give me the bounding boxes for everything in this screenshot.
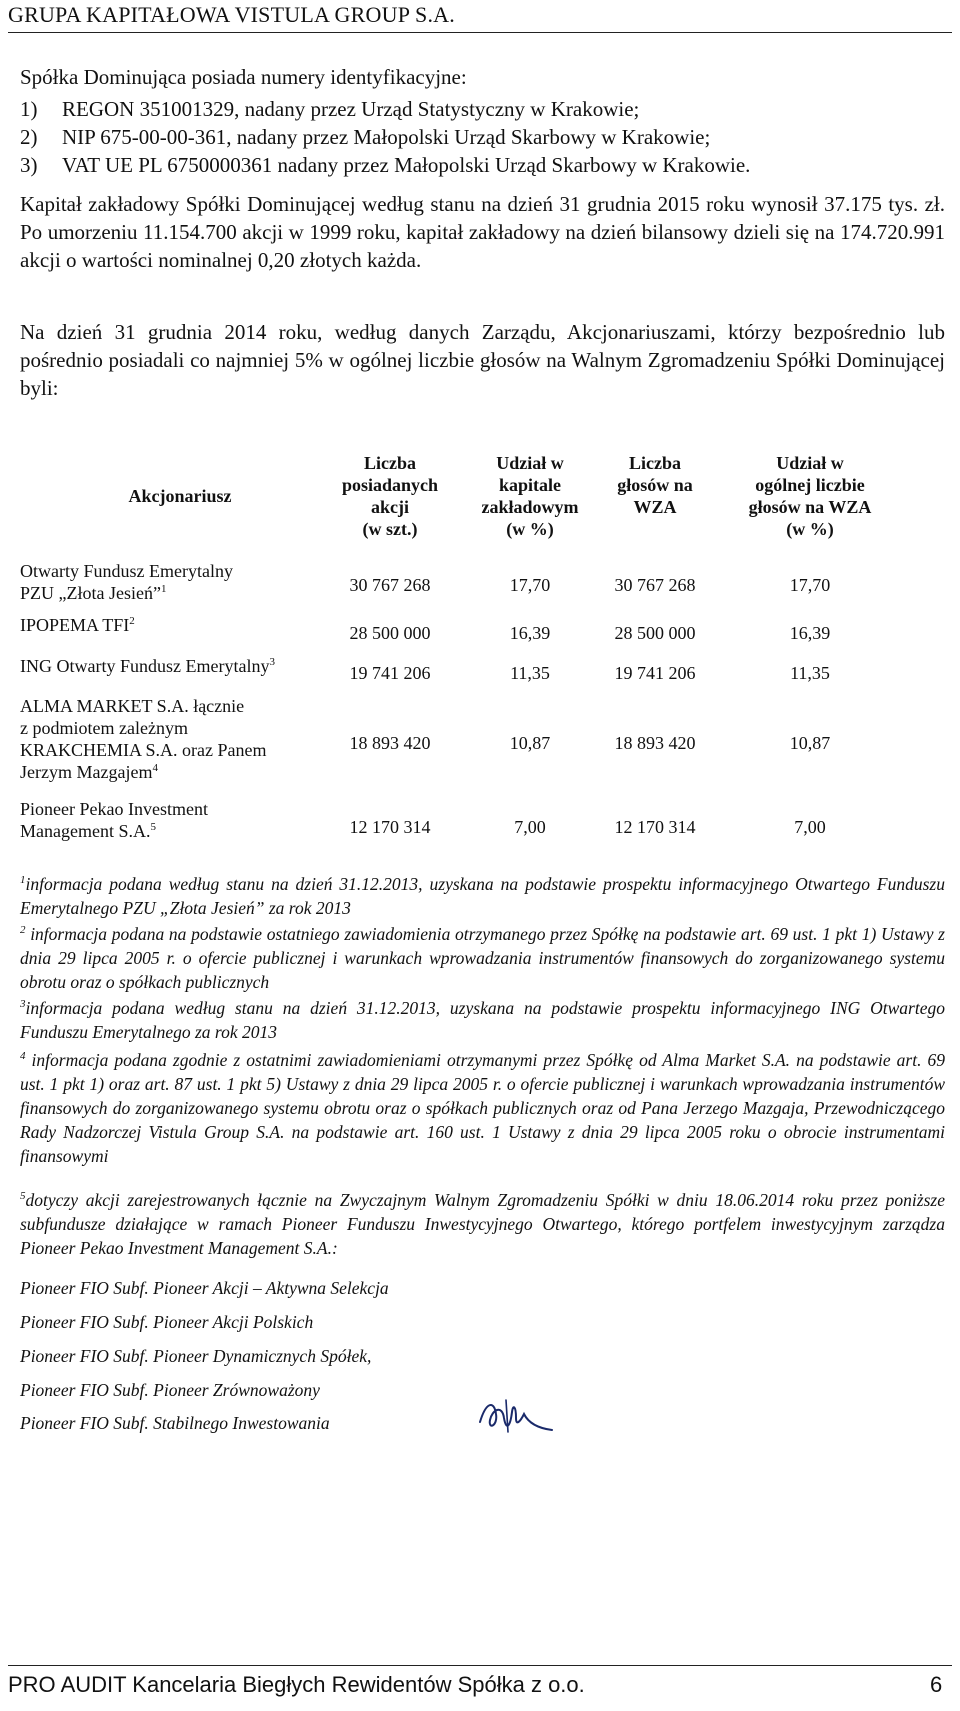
id-item-regon: REGON 351001329, nadany przez Urząd Statystyczny w Krakowie;: [62, 97, 640, 121]
table-cell-votes-share: 16,39: [789, 623, 831, 643]
table-cell-votes-share: 10,87: [789, 733, 831, 753]
shareholders-paragraph: Na dzień 31 grudnia 2014 roku, według danych Zarządu, Akcjonariuszami, którzy bezpośrednio lub pośrednio posiadali co najmniej 5% w ogólnej liczbie głosów na Walnym Zgromadzeniu Spółki Dominującej byli:: [20, 320, 945, 400]
table-cell-votes: 28 500 000: [614, 623, 696, 643]
ids-intro: Spółka Dominująca posiada numery identyfikacyjne:: [20, 65, 467, 89]
table-header-votes: Liczba głosów na WZA: [617, 453, 693, 517]
table-row-name: Pioneer Pekao Investment Management S.A.$^5$: [20, 799, 208, 841]
table-cell-shares: 12 170 314: [349, 817, 431, 837]
table-cell-capital-share: 17,70: [509, 575, 551, 595]
fund-list-item: Pioneer FIO Subf. Pioneer Akcji – Aktywna Selekcja: [20, 1278, 389, 1298]
table-cell-votes-share: 17,70: [789, 575, 831, 595]
table-cell-votes: 12 170 314: [614, 817, 696, 837]
table-cell-capital-share: 10,87: [509, 733, 551, 753]
fund-list-item: Pioneer FIO Subf. Stabilnego Inwestowania: [20, 1413, 330, 1433]
id-item-number: 1): [20, 97, 38, 121]
table-cell-shares: 30 767 268: [349, 575, 431, 595]
document-header-title: GRUPA KAPITAŁOWA VISTULA GROUP S.A.: [8, 2, 455, 27]
id-item-vat: VAT UE PL 6750000361 nadany przez Małopolski Urząd Skarbowy w Krakowie.: [62, 153, 751, 177]
table-header-votes-share: Udział w ogólnej liczbie głosów na WZA (w %): [748, 453, 872, 539]
table-cell-votes: 19 741 206: [614, 663, 696, 683]
table-header-shares: Liczba posiadanych akcji (w szt.): [341, 453, 439, 539]
footnote-5: $^5$dotyczy akcji zarejestrowanych łącznie na Zwyczajnym Walnym Zgromadzeniu Spółki w dniu 18.06.2014 roku przez poniższe subfundusze działające w ramach Pioneer Funduszu Inwestycyjnego Otwartego, którego portfelem inwestycyjnym zarządza Pioneer Pekao Investment Management S.A.:: [20, 1190, 945, 1258]
table-row-name: Otwarty Fundusz Emerytalny PZU „Złota Jesień”$^1$: [20, 561, 233, 603]
footnote-1: $^1$informacja podana według stanu na dzień 31.12.2013, uzyskana na podstawie prospektu informacyjnego Otwartego Funduszu Emerytalnego PZU „Złota Jesień” za rok 2013: [20, 874, 945, 918]
table-cell-votes-share: 7,00: [794, 817, 826, 837]
page-number: 6: [930, 1672, 943, 1697]
table-cell-capital-share: 11,35: [510, 663, 550, 683]
table-row-name: IPOPEMA TFI$^2$: [20, 615, 135, 635]
header-rule: [8, 32, 952, 33]
table-cell-votes: 30 767 268: [614, 575, 696, 595]
fund-list-item: Pioneer FIO Subf. Pioneer Zrównoważony: [20, 1380, 320, 1400]
table-cell-capital-share: 16,39: [509, 623, 551, 643]
table-row-name: ALMA MARKET S.A. łącznie z podmiotem zależnym KRAKCHEMIA S.A. oraz Panem Jerzym Mazgajem$^4$: [20, 696, 267, 782]
footer-rule: [8, 1665, 952, 1666]
table-row-name: ING Otwarty Fundusz Emerytalny$^3$: [20, 656, 275, 676]
footnote-2: $^2$ informacja podana na podstawie ostatniego zawiadomienia otrzymanego przez Spółkę na podstawie art. 69 ust. 1 pkt 1) Ustawy z dnia 29 lipca 2005 r. o ofercie publicznej i warunkach wprowadzania instrumentów finansowych do zorganizowanego systemu obrotu oraz o spółkach publicznych: [20, 924, 945, 992]
table-header-capital-share: Udział w kapitale zakładowym (w %): [481, 453, 579, 539]
footnote-3: $^3$informacja podana według stanu na dzień 31.12.2013, uzyskana na podstawie prospektu informacyjnego ING Otwartego Funduszu Emerytalnego za rok 2013: [20, 998, 945, 1042]
fund-list-item: Pioneer FIO Subf. Pioneer Dynamicznych Spółek,: [20, 1346, 372, 1366]
table-cell-capital-share: 7,00: [514, 817, 546, 837]
table-cell-shares: 19 741 206: [349, 663, 431, 683]
table-header-shareholder: Akcjonariusz: [128, 486, 232, 506]
id-item-nip: NIP 675-00-00-361, nadany przez Małopolski Urząd Skarbowy w Krakowie;: [62, 125, 711, 149]
id-item-number: 2): [20, 125, 38, 149]
table-cell-shares: 28 500 000: [349, 623, 431, 643]
table-cell-votes: 18 893 420: [614, 733, 696, 753]
footer-company: PRO AUDIT Kancelaria Biegłych Rewidentów Spółka z o.o.: [8, 1672, 585, 1697]
footnote-4: $^4$ informacja podana zgodnie z ostatnimi zawiadomieniami otrzymanymi przez Spółkę od Alma Market S.A. na podstawie art. 69 ust. 1 pkt 1) oraz art. 87 ust. 1 pkt 5) Ustawy z dnia 29 lipca 2005 r. o ofercie publicznej i warunkach wprowadzania instrumentów finansowych do zorganizowanego systemu obrotu oraz o spółkach publicznych oraz od Pana Jerzego Mazgaja, Przewodniczącego Rady Nadzorczej Vistula Group S.A. na podstawie art. 160 ust. 1 Ustawy z dnia 29 lipca 2005 roku o obrocie instrumentami finansowymi: [20, 1050, 945, 1166]
signature-mark: [476, 1392, 556, 1438]
capital-paragraph: Kapitał zakładowy Spółki Dominującej według stanu na dzień 31 grudnia 2015 roku wynosił 37.175 tys. zł. Po umorzeniu 11.154.700 akcji w 1999 roku, kapitał zakładowy na dzień bilansowy dzieli się na 174.720.991 akcji o wartości nominalnej 0,20 złotych każda.: [20, 192, 945, 272]
fund-list-item: Pioneer FIO Subf. Pioneer Akcji Polskich: [20, 1312, 314, 1332]
table-cell-votes-share: 11,35: [790, 663, 830, 683]
table-cell-shares: 18 893 420: [349, 733, 431, 753]
id-item-number: 3): [20, 153, 38, 177]
